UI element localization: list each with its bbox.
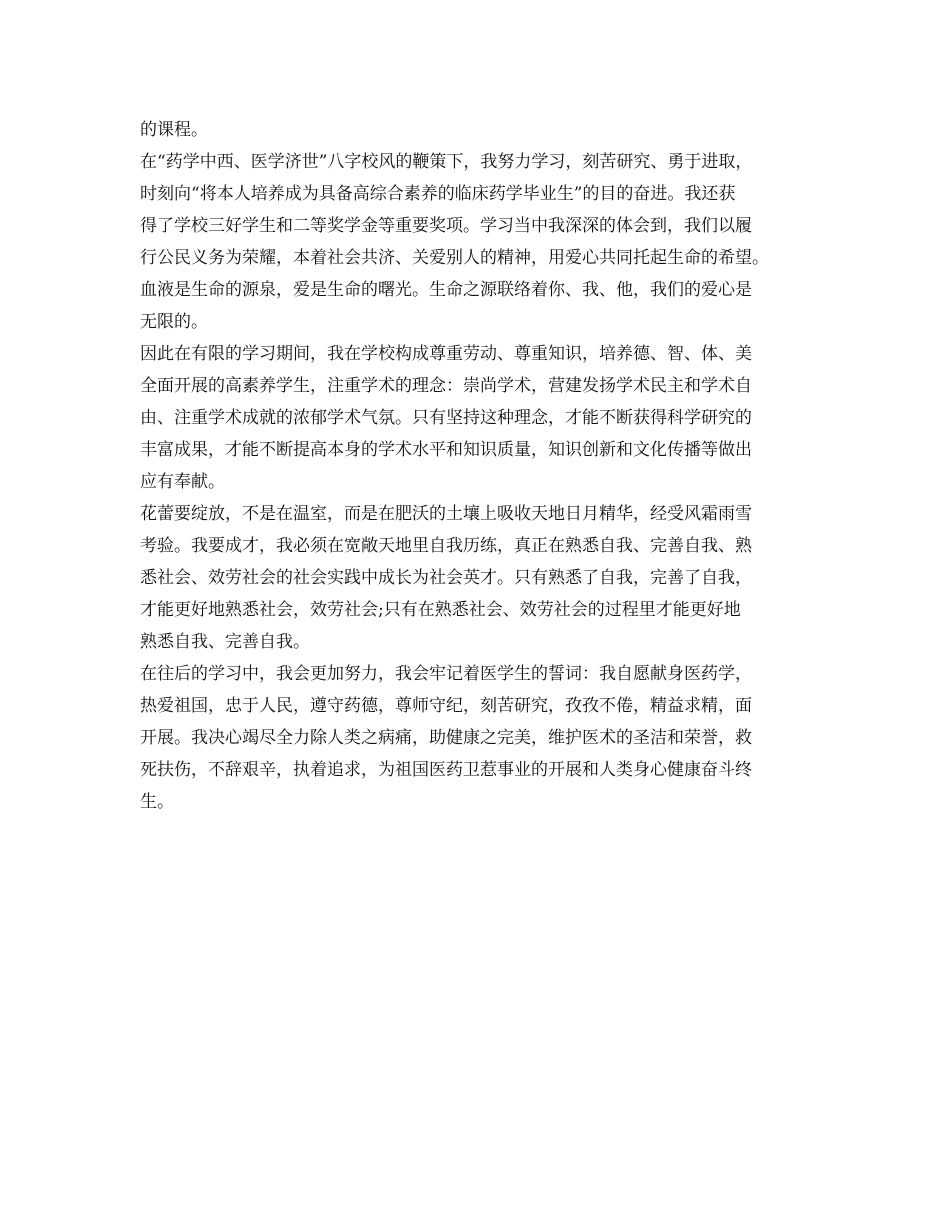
text-line: 时刻向“将本人培养成为具备高综合素养的临床药学毕业生”的目的奋进。我还获	[140, 184, 736, 204]
text-line: 应有奉献。	[140, 472, 225, 492]
text-line: 开展。我决心竭尽全力除人类之病痛，助健康之完美，维护医术的圣洁和荣誉，救	[140, 728, 752, 748]
text-line: 在往后的学习中，我会更加努力，我会牢记着医学生的誓词：我自愿献身医药学，	[140, 664, 752, 684]
text-line: 才能更好地熟悉社会，效劳社会;只有在熟悉社会、效劳社会的过程里才能更好地	[140, 600, 741, 620]
text-line: 热爱祖国，忠于人民，遵守药德，尊师守纪，刻苦研究，孜孜不倦，精益求精，面	[140, 696, 752, 716]
text-line: 丰富成果，才能不断提高本身的学术水平和知识质量，知识创新和文化传播等做出	[140, 440, 752, 460]
text-line: 熟悉自我、完善自我。	[140, 632, 310, 652]
text-line: 悉社会、效劳社会的社会实践中成长为社会英才。只有熟悉了自我，完善了自我，	[140, 568, 752, 588]
text-line: 死扶伤，不辞艰辛，执着追求，为祖国医药卫惹事业的开展和人类身心健康奋斗终	[140, 760, 752, 780]
text-line: 无限的。	[140, 312, 208, 332]
text-line: 考验。我要成才，我必须在宽敞天地里自我历练，真正在熟悉自我、完善自我、熟	[140, 536, 752, 556]
text-line: 全面开展的高素养学生，注重学术的理念：崇尚学术，营建发扬学术民主和学术自	[140, 376, 752, 396]
text-line: 在“药学中西、医学济世”八字校风的鞭策下，我努力学习，刻苦研究、勇于进取，	[140, 152, 753, 172]
text-line: 行公民义务为荣耀，本着社会共济、关爱别人的精神，用爱心共同托起生命的希望。	[140, 248, 769, 268]
document-body	[140, 114, 820, 818]
text-line: 花蕾要绽放，不是在温室，而是在肥沃的土壤上吸收天地日月精华，经受风霜雨雪	[140, 504, 752, 524]
text-line: 因此在有限的学习期间，我在学校构成尊重劳动、尊重知识，培养德、智、体、美	[140, 344, 752, 364]
text-line: 血液是生命的源泉，爱是生命的曙光。生命之源联络着你、我、他，我们的爱心是	[140, 280, 752, 300]
text-line: 由、注重学术成就的浓郁学术气氛。只有坚持这种理念，才能不断获得科学研究的	[140, 408, 752, 428]
text-line: 得了学校三好学生和二等奖学金等重要奖项。学习当中我深深的体会到，我们以履	[140, 216, 752, 236]
text-line: 的课程。	[140, 120, 208, 140]
text-line: 生。	[140, 792, 174, 812]
